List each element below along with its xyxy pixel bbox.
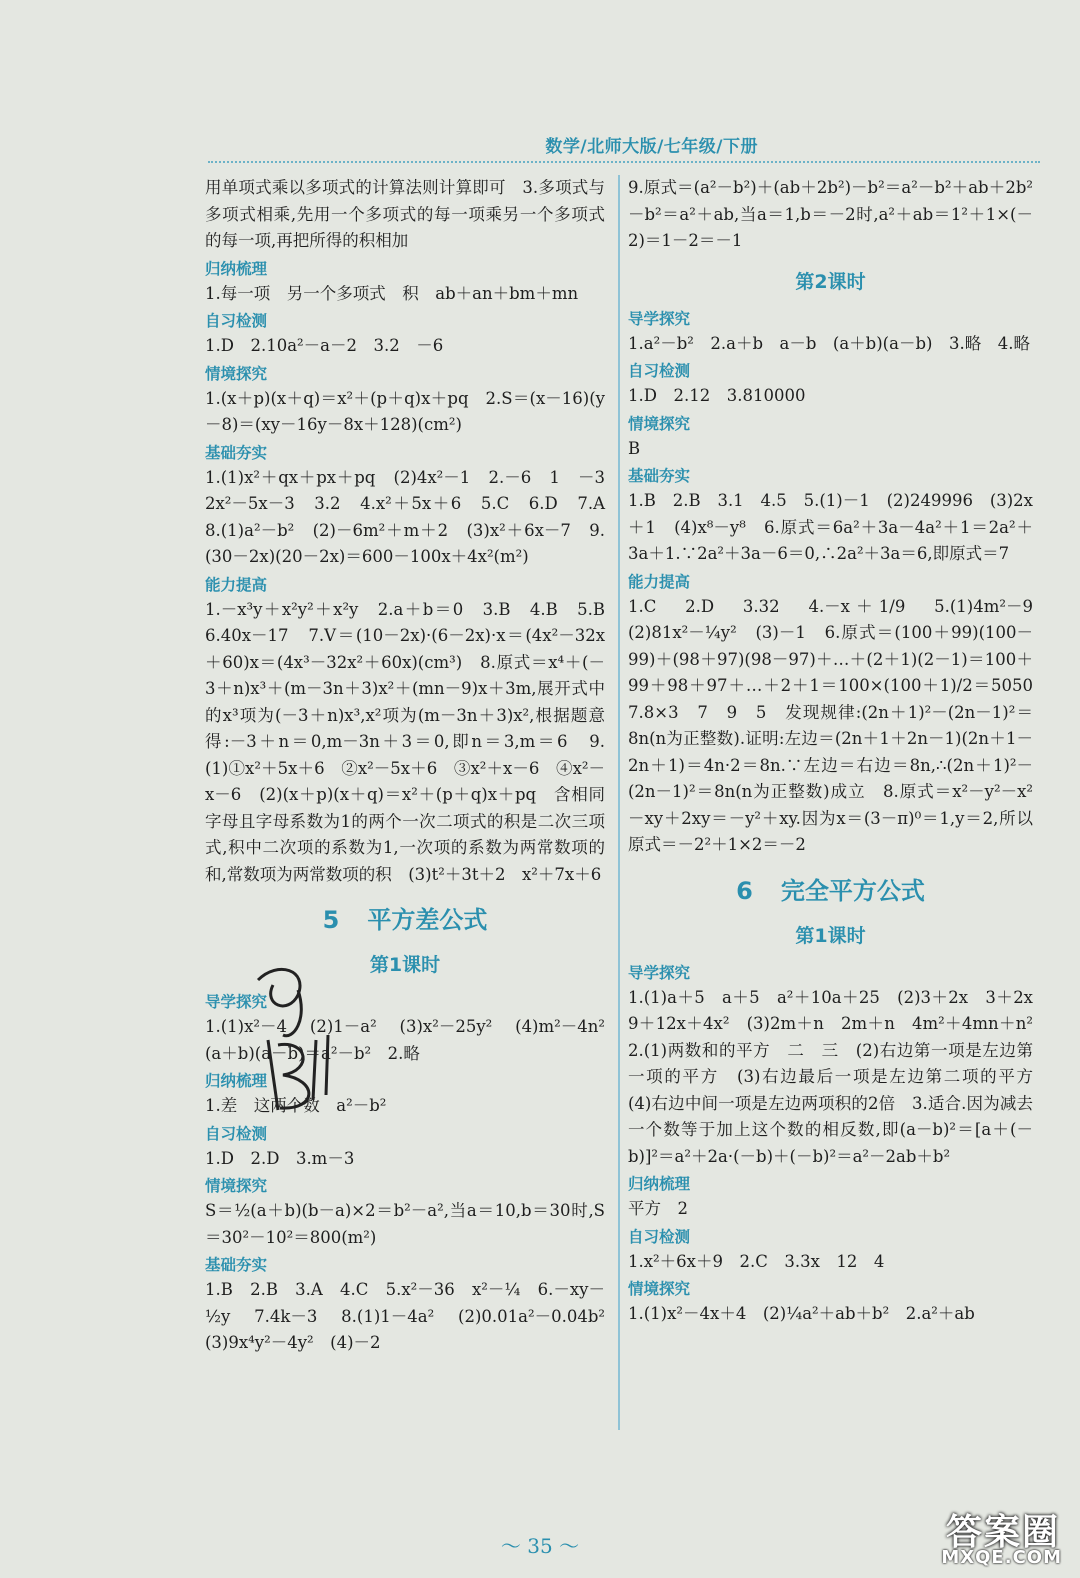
lesson-title: 第1课时 xyxy=(795,924,866,947)
chapter-number: 6 xyxy=(736,876,753,905)
answer-text: 1.(1)x²－4x＋4 (2)¼a²＋ab＋b² 2.a²＋ab xyxy=(628,1304,975,1323)
section-heading: 情境探究 xyxy=(205,364,268,383)
section-heading: 情境探究 xyxy=(628,414,691,433)
section-heading: 自习检测 xyxy=(205,1124,268,1143)
page-number: ～ 35 ～ xyxy=(500,1534,580,1558)
section-heading: 导学探究 xyxy=(205,993,268,1011)
answer-text: 平方 2 xyxy=(628,1199,688,1218)
lesson-title: 第2课时 xyxy=(795,270,866,293)
answer-text: 1.每一项 另一个多项式 积 ab＋an＋bm＋mn xyxy=(205,283,579,303)
answer-text: 1.C 2.D 3.32 4.－x＋1/9 5.(1)4m²－9 (2)81x²－¼y² (3)－1 6.原式＝(100＋99)(100－99)＋(98＋97)(98－97)＋…＋(2＋1)(2－1)＝100＋99＋98＋97＋…＋2＋1＝100×(100＋1)/2＝5050 7.8×3 7 9 5 发现规律:(2n＋1)²－(2n－1)²＝8n(n为正整数).证明:左边＝(2n＋1＋2n－1)(2n＋1－2n＋1)＝4n·2＝8n.∵左边＝右边＝8n,∴(2n＋1)²－(2n－1)²＝8n(n为正整数)成立 8.原式＝x²－y²－x²－xy＋2xy＝－y²＋xy.因为x＝(3－π)⁰＝1,y＝2,所以原式＝－2²＋1×2＝－2 xyxy=(628,596,1050,854)
lesson-title: 第1课时 xyxy=(369,954,441,976)
answer-text: 1.x²＋6x＋9 2.C 3.3x 12 4 xyxy=(628,1251,885,1271)
section-heading: 自习检测 xyxy=(205,312,268,330)
answer-text: 1.(1)a＋5 a＋5 a²＋10a＋25 (2)3＋2x 3＋2x 9＋12x＋4x² (3)2m＋n 2m＋n 4m²＋4mn＋n² 2.(1)两数和的平方 二 三 (2)右边第一项是左边第一项的平方 (3)右边最后一项是左边第二项的平方 (4)右边中间一项是左边两项积的2倍 3.适合.因为减去一个数等于加上这个数的相反数,即(a－b)²＝[a＋(－b)]²＝a²＋2a·(－b)＋(－b)²＝a²－2ab＋b² xyxy=(628,987,1050,1166)
section-heading: 能力提高 xyxy=(205,575,268,594)
chapter-name: 完全平方公式 xyxy=(780,876,925,905)
section-heading: 基础夯实 xyxy=(628,467,691,485)
answer-text: 1.(1)x²－4 (2)1－a² (3)x²－25y² (4)m²－4n² (a＋b)(a－b)＝a²－b² 2.略 xyxy=(205,1017,622,1063)
answer-text: 用单项式乘以多项式的计算法则计算即可 3.多项式与多项式相乘,先用一个多项式的每一项乘另一个多项式的每一项,再把所得的积相加 xyxy=(205,178,605,250)
answer-text: 1.－x³y＋x²y²＋x²y 2.a＋b＝0 3.B 4.B 5.B 6.40x－17 7.V＝(10－2x)·(6－2x)·x＝(4x²－32x＋60)x＝(4x³－32x²＋60x)(cm³) 8.原式＝x⁴＋(－3＋n)x³＋(m－3n＋3)x²＋(mn－9)x＋3m,展开式中的x³项为(－3＋n)x³,x²项为(m－3n＋3)x²,根据题意得:－3＋n＝0,m－3n＋3＝0,即n＝3,m＝6 9.(1)①x²＋5x＋6 ②x²－5x＋6 ③x²＋x－6 ④x²－x－6 (2)(x＋p)(x＋q)＝x²＋(p＋q)x＋pq 含相同字母且字母系数为1的两个一次二项式的积是二次三项式,积中二次项的系数为1,一次项的系数为两常数项的和,常数项为两常数项的积 (3)t²＋3t＋2 x²＋7x＋6 xyxy=(205,599,622,884)
answer-text: 1.(1)x²＋qx＋px＋pq (2)4x²－1 2.－6 1 －3 2x²－5x－3 3.2 4.x²＋5x＋6 5.C 6.D 7.A 8.(1)a²－b² (2)－6m²＋m＋2 (3)x²＋6x－7 9.(30－2x)(20－2x)＝600－100x＋4x²(m²) xyxy=(205,467,622,566)
answer-text: 1.B 2.B 3.A 4.C 5.x²－36 x²－¼ 6.－xy－½y 7.4k－3 8.(1)1－4a² (2)0.01a²－0.04b² (3)9x⁴y²－4y² (4)－2 xyxy=(205,1280,622,1352)
column-divider xyxy=(618,175,620,1430)
chapter-number: 5 xyxy=(322,906,340,934)
chapter-title xyxy=(628,873,1033,909)
section-heading: 自习检测 xyxy=(628,362,691,380)
answer-text: 1.a²－b² 2.a＋b a－b (a＋b)(a－b) 3.略 4.略 xyxy=(628,333,1030,353)
chapter-title xyxy=(205,902,605,938)
right-column xyxy=(628,175,1050,1328)
chapter-name: 平方差公式 xyxy=(367,906,488,934)
section-heading: 基础夯实 xyxy=(205,443,268,462)
section-heading: 自习检测 xyxy=(628,1227,691,1246)
answer-text: 1.D 2.12 3.810000 xyxy=(628,386,806,405)
section-heading: 导学探究 xyxy=(628,963,691,982)
answer-text: 9.原式＝(a²－b²)＋(ab＋2b²)－b²＝a²－b²＋ab＋2b²－b²＝a²＋ab,当a＝1,b＝－2时,a²＋ab＝1²＋1×(－2)＝1－2＝－1 xyxy=(628,178,1033,250)
watermark-logo-text: 答案圈 xyxy=(945,1512,1060,1553)
section-heading: 归纳梳理 xyxy=(205,259,268,278)
answer-text: 1.差 这两个数 a²－b² xyxy=(205,1096,387,1115)
answer-text: S＝½(a＋b)(b－a)×2＝b²－a²,当a＝10,b＝30时,S＝30²－10²＝800(m²) xyxy=(205,1201,605,1247)
section-heading: 基础夯实 xyxy=(205,1256,268,1274)
section-heading: 导学探究 xyxy=(628,309,691,328)
header-title: 数学/北师大版/七年级/下册 xyxy=(545,137,758,157)
watermark-url: MXQE.COM xyxy=(941,1547,1062,1568)
left-column xyxy=(205,175,622,1357)
header-rule xyxy=(208,161,1040,163)
answer-text: 1.D 2.10a²－a－2 3.2 －6 xyxy=(205,336,444,355)
answer-text: 1.B 2.B 3.1 4.5 5.(1)－1 (2)249996 (3)2x＋1 (4)x⁸－y⁸ 6.原式＝6a²＋3a－4a²＋1＝2a²＋3a＋1.∵2a²＋3a－6＝0,∴2a²＋3a＝6,即原式＝7 xyxy=(628,491,1033,563)
answer-text: 1.D 2.D 3.m－3 xyxy=(205,1148,355,1168)
handwritten-scribble xyxy=(238,960,348,1130)
answer-text: B xyxy=(628,438,641,458)
section-heading: 归纳梳理 xyxy=(205,1072,268,1090)
section-heading: 归纳梳理 xyxy=(628,1175,691,1193)
section-heading: 情境探究 xyxy=(628,1280,691,1298)
page-header xyxy=(0,128,1080,162)
watermark-logo xyxy=(882,1504,1062,1568)
section-heading: 能力提高 xyxy=(628,572,691,591)
answer-text: 1.(x＋p)(x＋q)＝x²＋(p＋q)x＋pq 2.S＝(x－16)(y－8)＝(xy－16y－8x＋128)(cm²) xyxy=(205,388,605,434)
section-heading: 情境探究 xyxy=(205,1177,268,1195)
